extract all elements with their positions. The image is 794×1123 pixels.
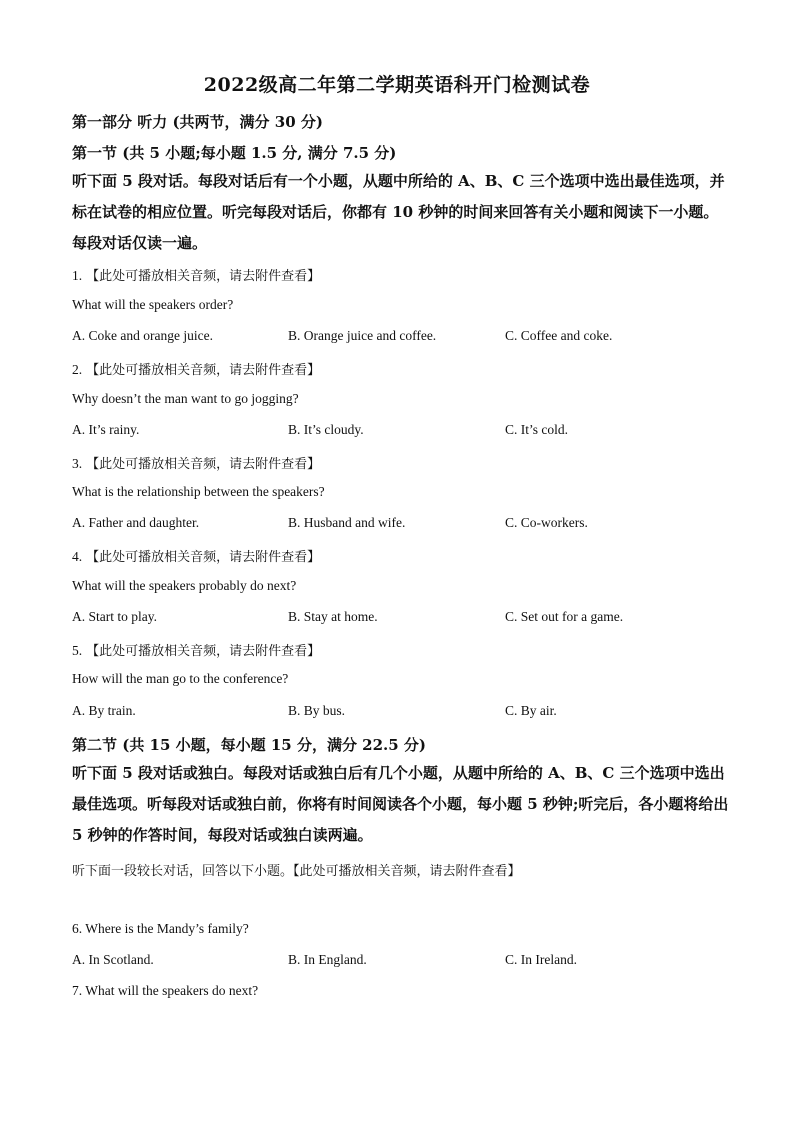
question-5-option-a: A. By train. [72, 703, 136, 718]
question-3-audio-line [72, 453, 320, 473]
question-2-audio-line [72, 359, 320, 379]
question-3-stem: What is the relationship between the speakers? [72, 484, 325, 499]
question-1-audio-line [72, 265, 320, 285]
question-number: 5. [72, 643, 83, 658]
question-6-option-b: B. In England. [288, 952, 367, 967]
audio-note: 【此处可播放相关音频，请去附件查看】 [86, 550, 321, 565]
audio-note: 【此处可播放相关音频，请去附件查看】 [86, 457, 321, 472]
question-5-stem: How will the man go to the conference? [72, 671, 289, 686]
question-5-audio-line [72, 640, 320, 660]
question-6-stem: 6. Where is the Mandy’s family? [72, 921, 249, 936]
question-5-option-b: B. By bus. [288, 703, 346, 718]
audio-note: 【此处可播放相关音频，请去附件查看】 [86, 644, 321, 659]
question-2-option-c: C. It’s cold. [505, 422, 568, 437]
page-title: 2022级高二年第二学期英语科开门检测试卷 [203, 74, 591, 96]
audio-note: 【此处可播放相关音频，请去附件查看】 [86, 269, 321, 284]
question-4-option-a: A. Start to play. [72, 609, 157, 624]
question-1-option-b: B. Orange juice and coffee. [288, 328, 437, 343]
section2-heading: 第二节 (共 15 小题，每小题 15 分，满分 22.5 分) [72, 736, 427, 754]
question-number: 3. [72, 456, 83, 471]
question-2-option-a: A. It’s rainy. [72, 422, 140, 437]
question-4-audio-line [72, 546, 320, 566]
question-6-option-a: A. In Scotland. [72, 952, 154, 967]
question-3-option-a: A. Father and daughter. [72, 515, 200, 530]
dialogue-intro: 听下面一段较长对话，回答以下小题。【此处可播放相关音频，请去附件查看】 [72, 864, 521, 879]
question-4-option-b: B. Stay at home. [288, 609, 378, 624]
question-1-option-c: C. Coffee and coke. [505, 328, 613, 343]
question-1-stem: What will the speakers order? [72, 297, 234, 312]
section1-instructions: 听下面 5 段对话。每段对话后有一个小题，从题中所给的 A、B、C 三个选项中选出最佳选项，并标在试卷的相应位置。听完每段对话后，你都有 10 秒钟的时间来回答有关小题和阅读下一小题。每段对话仅读一遍。 [72, 172, 725, 252]
question-1-option-a: A. Coke and orange juice. [72, 328, 213, 343]
question-number: 2. [72, 362, 83, 377]
question-7-stem: 7. What will the speakers do next? [72, 983, 259, 998]
question-4-stem: What will the speakers probably do next? [72, 578, 297, 593]
question-number: 1. [72, 268, 83, 283]
audio-note: 【此处可播放相关音频，请去附件查看】 [86, 363, 321, 378]
question-2-option-b: B. It’s cloudy. [288, 422, 364, 437]
question-2-stem: Why doesn’t the man want to go jogging? [72, 391, 299, 406]
question-4-option-c: C. Set out for a game. [505, 609, 624, 624]
part1-heading: 第一部分 听力 (共两节，满分 30 分) [72, 113, 323, 131]
section2-instructions: 听下面 5 段对话或独白。每段对话或独白后有几个小题，从题中所给的 A、B、C 三个选项中选出最佳选项。听每段对话或独白前，你将有时间阅读各个小题，每小题 5 秒钟;听完后，各小题将给出 5 秒钟的作答时间，每段对话或独白读两遍。 [72, 764, 729, 844]
question-number: 4. [72, 549, 83, 564]
question-3-option-b: B. Husband and wife. [288, 515, 406, 530]
question-5-option-c: C. By air. [505, 703, 557, 718]
question-6-option-c: C. In Ireland. [505, 952, 577, 967]
section1-heading: 第一节 (共 5 小题;每小题 1.5 分, 满分 7.5 分) [72, 144, 397, 162]
question-3-option-c: C. Co-workers. [505, 515, 588, 530]
